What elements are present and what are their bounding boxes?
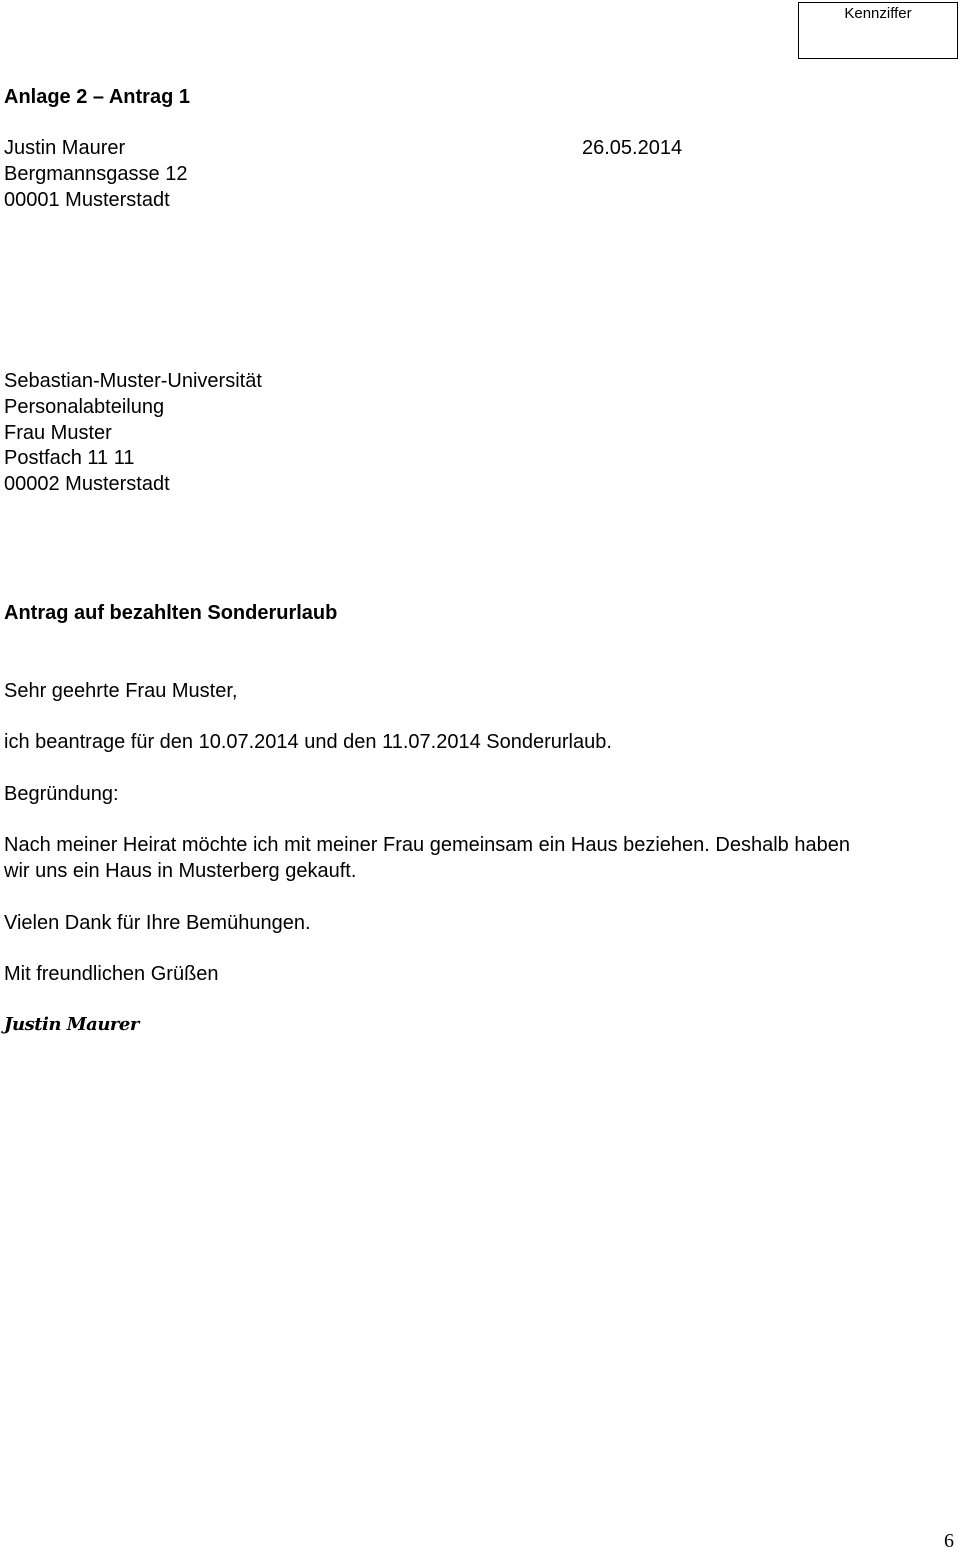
sender-name: Justin Maurer: [4, 137, 126, 159]
thanks-text: Vielen Dank für Ihre Bemühungen.: [4, 912, 311, 934]
document-heading: Anlage 2 – Antrag 1: [4, 86, 190, 108]
reason-text-line-1: Nach meiner Heirat möchte ich mit meiner Frau gemeinsam ein Haus beziehen. Deshalb haben: [4, 834, 850, 856]
sender-street: Bergmannsgasse 12: [4, 163, 188, 185]
recipient-line-3: Frau Muster: [4, 422, 112, 444]
reason-text-line-2: wir uns ein Haus in Musterberg gekauft.: [4, 860, 357, 882]
signature: Justin Maurer: [4, 1014, 139, 1035]
request-text: ich beantrage für den 10.07.2014 und den 11.07.2014 Sonderurlaub.: [4, 731, 612, 753]
recipient-line-5: 00002 Musterstadt: [4, 473, 170, 495]
letter-date: 26.05.2014: [582, 137, 683, 159]
sender-city: 00001 Musterstadt: [4, 189, 170, 211]
kennziffer-box: [798, 2, 958, 59]
recipient-line-2: Personalabteilung: [4, 396, 165, 418]
salutation: Sehr geehrte Frau Muster,: [4, 680, 238, 702]
recipient-line-4: Postfach 11 11: [4, 447, 135, 469]
closing-text: Mit freundlichen Grüßen: [4, 963, 219, 985]
subject-line: Antrag auf bezahlten Sonderurlaub: [4, 602, 338, 624]
kennziffer-label: Kennziffer: [844, 5, 912, 22]
recipient-line-1: Sebastian-Muster-Universität: [4, 370, 262, 392]
reason-label: Begründung:: [4, 783, 119, 805]
page-number: 6: [944, 1530, 954, 1552]
